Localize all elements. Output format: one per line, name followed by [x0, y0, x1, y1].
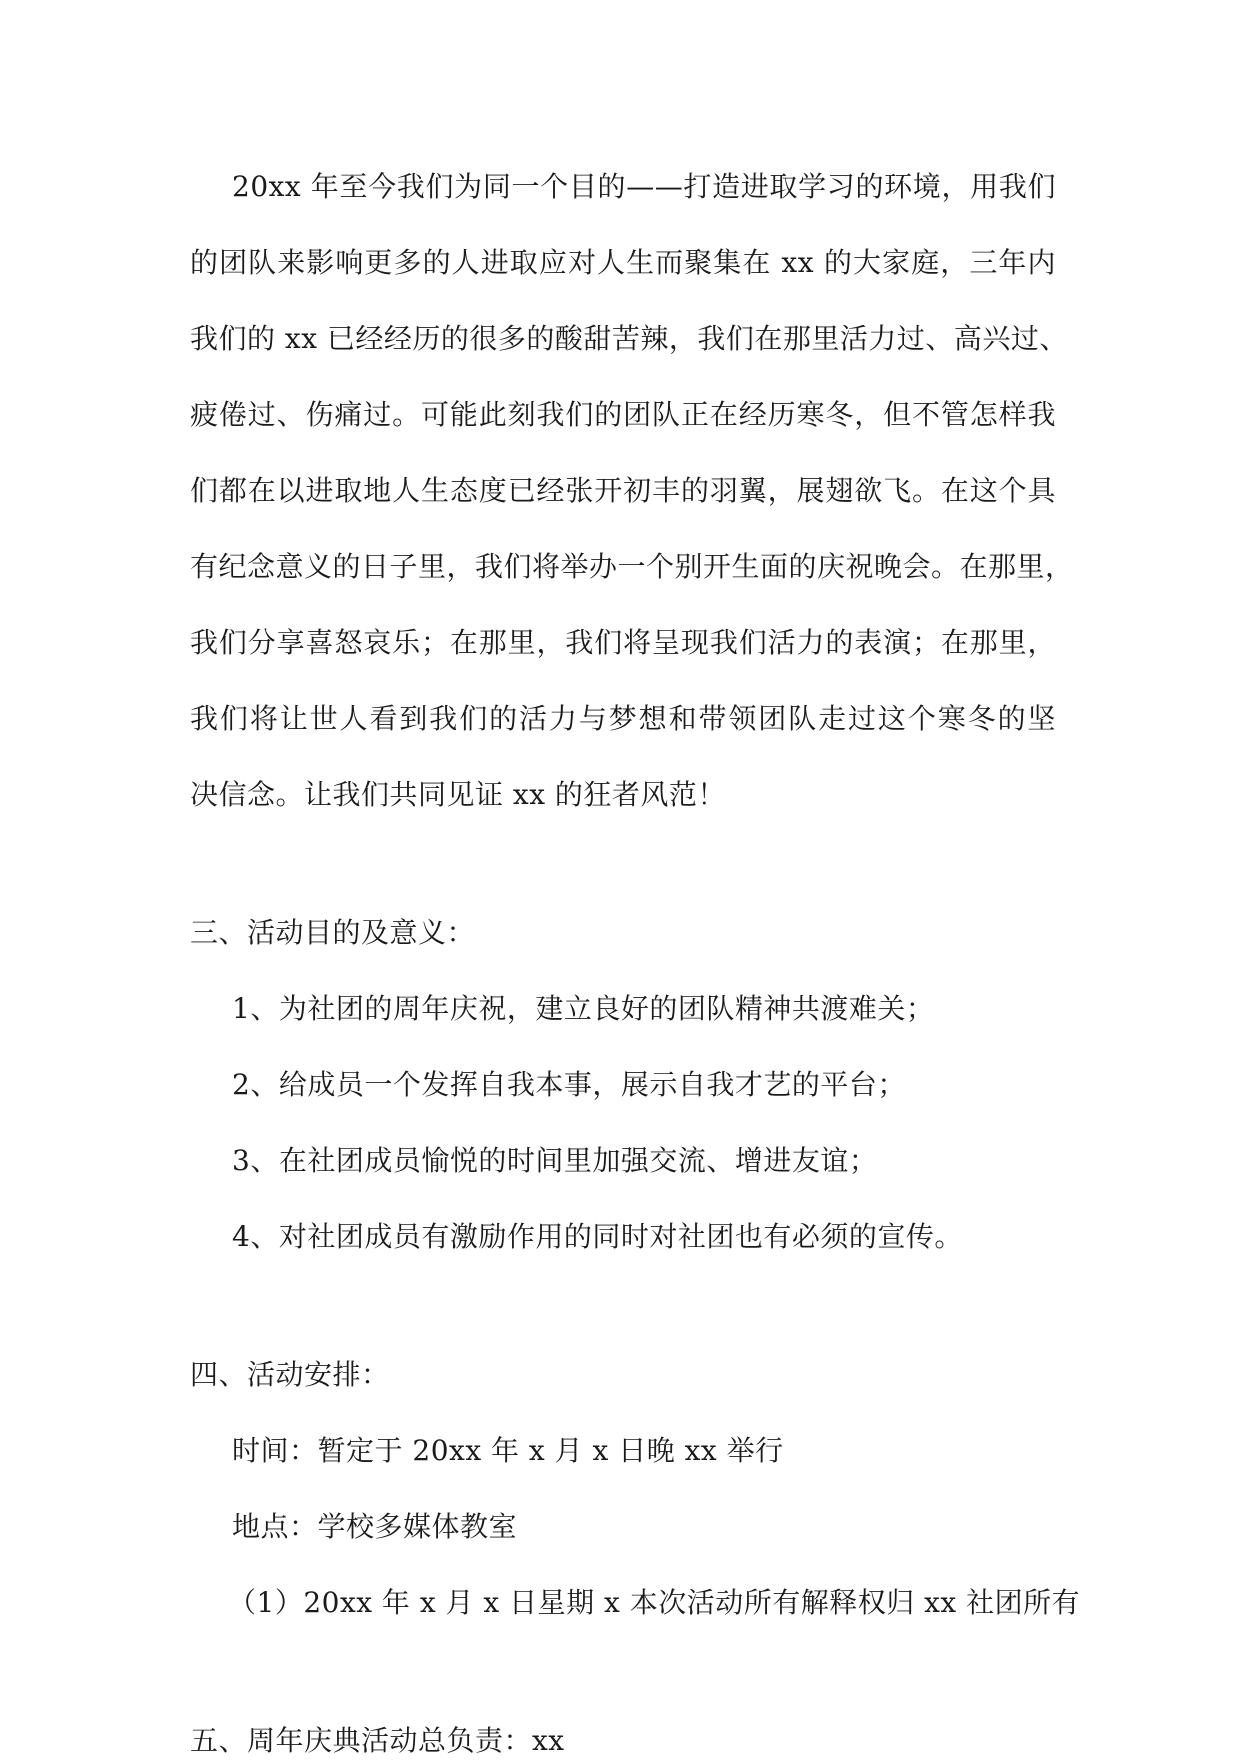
intro-line-3: 我们的 xx 已经经历的很多的酸甜苦辣，我们在那里活力过、高兴过、 [190, 322, 1068, 355]
section4-time: 时间：暂定于 20xx 年 x 月 x 日晚 xx 举行 [232, 1434, 784, 1467]
section3-item-1: 1、为社团的周年庆祝，建立良好的团队精神共渡难关； [232, 992, 935, 1025]
intro-line-2: 的团队来影响更多的人进取应对人生而聚集在 xx 的大家庭，三年内 [190, 246, 1056, 279]
section3-heading: 三、活动目的及意义： [190, 916, 476, 949]
intro-line-6: 有纪念意义的日子里，我们将举办一个别开生面的庆祝晚会。在那里， [190, 550, 1074, 583]
section5-heading: 五、周年庆典活动总负责：xx [190, 1724, 565, 1757]
section4-note: （1）20xx 年 x 月 x 日星期 x 本次活动所有解释权归 xx 社团所有 [228, 1586, 1081, 1619]
section3-item-2: 2、给成员一个发挥自我本事，展示自我才艺的平台； [232, 1068, 906, 1101]
intro-line-8: 我们将让世人看到我们的活力与梦想和带领团队走过这个寒冬的坚 [190, 702, 1056, 735]
intro-line-7: 我们分享喜怒哀乐；在那里，我们将呈现我们活力的表演；在那里， [190, 626, 1056, 659]
section4-place: 地点：学校多媒体教室 [232, 1510, 518, 1543]
section3-item-4: 4、对社团成员有激励作用的同时对社团也有必须的宣传。 [232, 1220, 963, 1253]
intro-line-4: 疲倦过、伤痛过。可能此刻我们的团队正在经历寒冬，但不管怎样我 [190, 398, 1056, 431]
intro-line-9: 决信念。让我们共同见证 xx 的狂者风范！ [190, 778, 726, 811]
section4-heading: 四、活动安排： [190, 1358, 390, 1391]
intro-line-1: 20xx 年至今我们为同一个目的——打造进取学习的环境，用我们 [232, 170, 1056, 203]
intro-line-5: 们都在以进取地人生态度已经张开初丰的羽翼，展翅欲飞。在这个具 [190, 474, 1056, 507]
section3-item-3: 3、在社团成员愉悦的时间里加强交流、增进友谊； [232, 1144, 878, 1177]
